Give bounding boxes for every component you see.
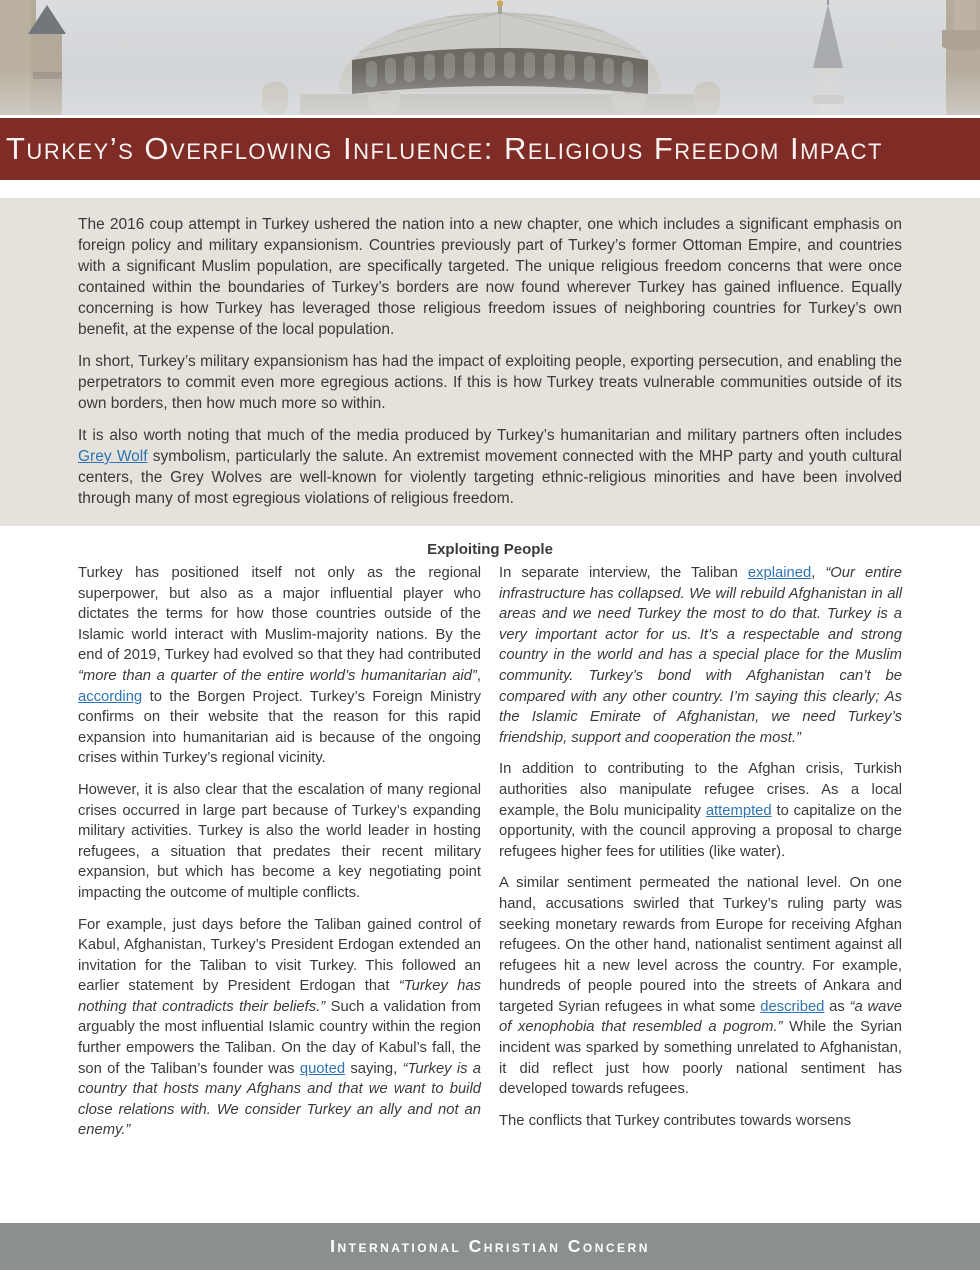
inline-link[interactable]: described (760, 998, 825, 1015)
text-run: to capitalize on the opportunity, with the council approving a proposal to charge refugees higher fees for utilities (like water). (499, 802, 902, 860)
header-photo (0, 0, 980, 115)
paragraph (78, 351, 902, 414)
text-run: saying, (345, 1060, 403, 1077)
quote-text: “Our entire infrastructure has collapsed. We will rebuild Afghanistan in all areas and we need Turkey the most to do that. Turkey is a very important actor for us. It’s a respectable and strong country in the world and has a special place for the Muslim community. Turkey’s bond with Afghanistan can’t be compared with any other country. I’m saying this clearly; As the Islamic Emirate of Afghanistan, we need Turkey’s friendship, support and cooperation the most.” (499, 565, 902, 746)
text-run: to the Borgen Project. Turkey’s Foreign Ministry confirms on their website that the reason for this rapid expansion into humanitarian aid is because of the ongoing crises within Turkey’s regional vicinity. (78, 688, 481, 767)
page-title: Turkey’s Overflowing Influence: Religious Freedom Impact (6, 131, 883, 166)
text-run: While the Syrian incident was sparked by something unrelated to Afghanistan, it did reflect just how poorly national sentiment has developed towards refugees. (499, 1019, 903, 1098)
quote-text: “Turkey is a country that hosts many Afghans and that we want to build close relations with. We consider Turkey an ally and not an enemy.” (78, 1060, 481, 1139)
text-run: , (811, 565, 826, 581)
quote-text: “more than a quarter of the entire world’s humanitarian aid” (78, 667, 477, 684)
inline-link[interactable]: quoted (299, 1060, 346, 1077)
paragraph (499, 873, 902, 1100)
text-run: For example, just days before the Taliban gained control of Kabul, Afghanistan, Turkey’s President Erdogan extended an invitation for the Taliban to visit Turkey. This followed an earlier statement by President Erdogan that (78, 916, 481, 995)
text-run: In short, Turkey’s military expansionism has had the impact of exploiting people, exporting persecution, and enabling the perpetrators to commit even more egregious actions. If this is how Turkey treats vulnerable communities outside of its own borders, then how much more so within. (78, 353, 902, 412)
paragraph (78, 780, 481, 904)
right-column (499, 563, 902, 1152)
section-heading: Exploiting People (427, 541, 553, 558)
footer-bar (0, 1223, 980, 1270)
quote-text: “Turkey has nothing that contradicts their beliefs.” (78, 978, 481, 1015)
text-run: In addition to contributing to the Afghan crisis, Turkish authorities also manipulate refugee crises. As a local example, the Bolu municipality (499, 761, 902, 819)
text-run: In separate interview, the Taliban (499, 565, 748, 581)
paragraph (78, 563, 481, 769)
inline-link[interactable]: explained (747, 565, 812, 581)
text-run: , (476, 667, 481, 684)
text-run: It is also worth noting that much of the media produced by Turkey’s humanitarian and military partners often includes (78, 427, 902, 444)
text-run: symbolism, particularly the salute. An extremist movement connected with the MHP party and youth cultural centers, the Grey Wolves are well-known for violently targeting ethnic-religious minorities and have been involved through many of most egregious violations of religious freedom. (78, 448, 902, 507)
inline-link[interactable]: according (78, 688, 143, 705)
title-bar (0, 118, 980, 180)
paragraph (499, 1111, 902, 1132)
text-run: However, it is also clear that the escalation of many regional crises occurred in large part because of Turkey’s expanding military activities. Turkey is also the world leader in hosting refugees, a situation that predates their recent military expansion, but which has become a key negotiating point impacting the outcome of multiple conflicts. (78, 781, 481, 901)
hagia-sophia-illustration (0, 0, 980, 115)
quote-text: “a wave of xenophobia that resembled a pogrom.” (499, 998, 902, 1036)
text-run: as (824, 998, 850, 1015)
text-run: The conflicts that Turkey contributes towards worsens (499, 1112, 851, 1129)
text-run: Such a validation from arguably the most influential Islamic country within the region further empowers the Taliban. On the day of Kabul’s fall, the son of the Taliban’s founder was (78, 998, 481, 1077)
inline-link[interactable]: Grey Wolf (78, 448, 148, 465)
paragraph (78, 915, 481, 1142)
paragraph (78, 425, 902, 509)
paragraph (78, 214, 902, 340)
paragraph (499, 759, 902, 862)
text-run: Turkey has positioned itself not only as the regional superpower, but also as a major influential player who dictates the terms for how those countries outside of the Islamic world interact with Muslim-majority nations. By the end of 2019, Turkey had evolved so that they had contributed (78, 565, 481, 664)
inline-link[interactable]: attempted (705, 802, 772, 819)
left-column (78, 563, 481, 1152)
article-columns (0, 563, 980, 1152)
intro-section (0, 198, 980, 526)
footer-org-name: International Christian Concern (330, 1236, 650, 1256)
paragraph (499, 563, 902, 748)
text-run: The 2016 coup attempt in Turkey ushered the nation into a new chapter, one which includes a significant emphasis on foreign policy and military expansionism. Countries previously part of Turkey’s former Ottoman Empire, and countries with a significant Muslim population, are specifically targeted. The unique religious freedom concerns that were once contained within the boundaries of Turkey’s borders are now found wherever Turkey has gained influence. Equally concerning is how Turkey has leveraged those religious freedom issues of neighboring countries for Turkey’s own benefit, at the expense of the local population. (78, 216, 902, 338)
text-run: A similar sentiment permeated the national level. On one hand, accusations swirled that Turkey’s ruling party was seeking monetary rewards from Europe for receiving Afghan refugees. On the other hand, nationalist sentiment against all refugees hit a new level across the country. For example, hundreds of people poured into the streets of Ankara and targeted Syrian refugees in what some (499, 875, 902, 1015)
